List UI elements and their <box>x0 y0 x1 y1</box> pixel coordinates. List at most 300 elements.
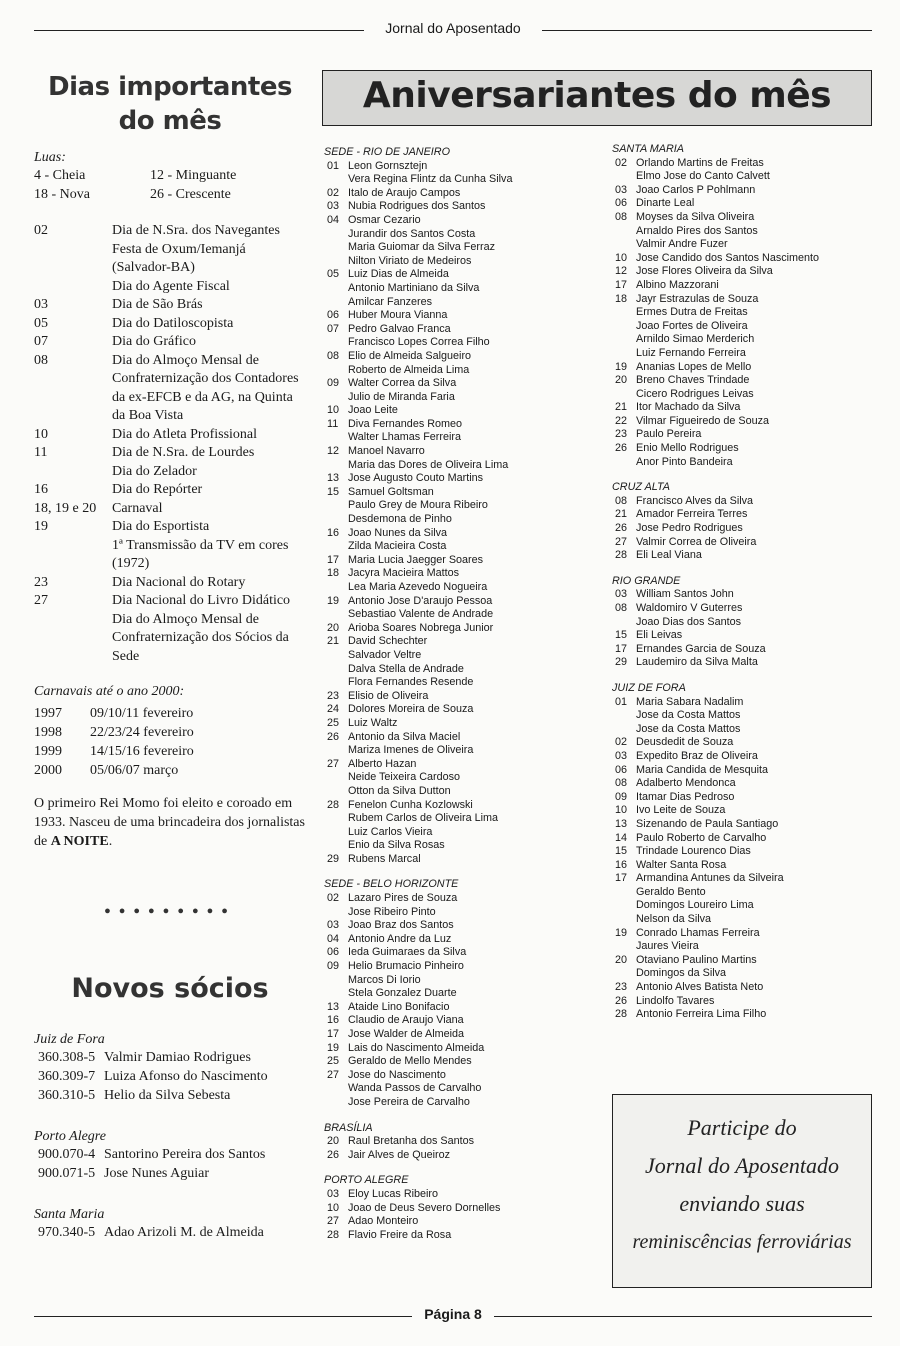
birthday-row <box>324 187 594 201</box>
birthday-row <box>612 1008 874 1022</box>
birthday-name: Luiz Waltz <box>348 716 398 729</box>
city-heading: JUIZ DE FORA <box>612 681 686 694</box>
birthday-name: Joao Nunes da Silva <box>348 526 448 539</box>
member-row <box>34 1067 306 1086</box>
birthday-day: 18 <box>615 292 628 305</box>
birthday-row <box>324 350 594 364</box>
day-date: 10 <box>34 426 48 442</box>
birthday-day <box>324 540 348 554</box>
birthday-row <box>612 306 874 320</box>
day-row <box>34 333 306 352</box>
birthday-row <box>324 960 594 974</box>
birthday-day <box>324 1082 348 1096</box>
birthday-name: Jose Pedro Rodrigues <box>636 522 743 535</box>
birthday-day <box>324 906 348 920</box>
day-date: 27 <box>34 593 48 608</box>
birthday-name: Amilcar Fanzeres <box>348 295 432 308</box>
birthday-row <box>612 508 874 522</box>
birthday-day: 01 <box>615 695 628 708</box>
birthday-row <box>324 987 594 1001</box>
birthday-row <box>612 629 874 643</box>
day-description: Dia de São Brás <box>112 297 203 312</box>
birthday-name: Ieda Guimaraes da Silva <box>348 946 467 959</box>
birthday-day <box>612 967 636 981</box>
birthday-day: 27 <box>615 535 628 548</box>
member-row <box>34 1223 306 1242</box>
birthday-name: Jose Candido dos Santos Nascimento <box>636 251 820 264</box>
birthday-day: 03 <box>327 200 340 213</box>
day-description: Dia Nacional do Rotary <box>112 574 246 590</box>
birthday-name: Wanda Passos de Carvalho <box>348 1082 482 1095</box>
birthday-name: Roberto de Almeida Lima <box>348 363 470 376</box>
birthday-day <box>324 839 348 853</box>
member-number: 360.308-5 <box>38 1050 96 1065</box>
birthday-day: 21 <box>615 508 628 521</box>
birthday-name: Orlando Martins de Freitas <box>636 156 764 169</box>
day-row <box>34 463 306 482</box>
birthday-day <box>324 649 348 663</box>
box-line: Participe do <box>687 1115 797 1140</box>
birthday-row <box>324 527 594 541</box>
birthday-row <box>612 536 874 550</box>
birthday-row <box>612 197 874 211</box>
birthday-name: Dalva Stella de Andrade <box>348 662 464 675</box>
novos-city-group <box>34 1207 306 1242</box>
birthday-name: Otton da Silva Dutton <box>348 784 451 797</box>
birthday-day: 23 <box>615 428 628 441</box>
birthday-row <box>612 347 874 361</box>
birthday-name: Antonio Andre da Luz <box>348 932 452 945</box>
birthday-row <box>324 1069 594 1083</box>
birthday-row <box>324 933 594 947</box>
birthday-name: Eli Leal Viana <box>636 549 702 562</box>
birthday-name: Jose Augusto Couto Martins <box>348 472 484 485</box>
birthday-row <box>324 268 594 282</box>
birthday-name: Breno Chaves Trindade <box>636 374 750 387</box>
birthday-day: 02 <box>615 156 628 169</box>
birthday-day: 21 <box>615 401 628 414</box>
birthday-row <box>324 581 594 595</box>
rei-end: . <box>108 834 113 849</box>
birthday-row <box>324 554 594 568</box>
birthday-name: Ermes Dutra de Freitas <box>636 306 748 319</box>
day-date <box>34 241 112 278</box>
birthday-row <box>324 214 594 228</box>
birthday-row <box>324 826 594 840</box>
birthday-row <box>612 211 874 225</box>
city-heading: SEDE - RIO DE JANEIRO <box>324 146 450 158</box>
birthday-name: Antonio Ferreira Lima Filho <box>636 1008 767 1021</box>
birthday-day: 03 <box>615 749 628 762</box>
birthday-name: Ataide Lino Bonifacio <box>348 1000 450 1013</box>
novos-city-name: Santa Maria <box>34 1207 105 1222</box>
birthday-day: 23 <box>327 689 340 702</box>
birthday-row <box>324 228 594 242</box>
birthday-name: David Schechter <box>348 635 428 648</box>
birthday-row <box>612 872 874 886</box>
title-line-2: do mês <box>118 106 222 136</box>
rei-text: O primeiro Rei Momo foi eleito e coroado em 1933. Nasceu de uma brincadeira dos jornalistas de <box>34 796 305 849</box>
birthday-day: 03 <box>615 588 628 601</box>
dot-separator: ●●●●●●●●● <box>104 905 236 917</box>
birthday-day: 02 <box>327 186 340 199</box>
birthday-row <box>324 799 594 813</box>
birthday-day: 17 <box>327 553 340 566</box>
birthday-day: 08 <box>615 210 628 223</box>
birthday-day: 07 <box>327 322 340 335</box>
birthday-row <box>324 377 594 391</box>
birthday-row <box>324 459 594 473</box>
birthday-day <box>612 456 636 470</box>
banner-title: Aniversariantes do mês <box>362 75 832 116</box>
birthday-day: 10 <box>615 251 628 264</box>
birthday-name: Antonio da Silva Maciel <box>348 730 461 743</box>
day-description: Dia de N.Sra. de Lourdes <box>112 445 255 460</box>
birthday-name: Mariza Imenes de Oliveira <box>348 744 474 757</box>
birthday-name: Geraldo Bento <box>636 885 706 898</box>
birthday-day <box>324 255 348 269</box>
birthday-row <box>324 839 594 853</box>
birthday-row <box>612 522 874 536</box>
birthday-name: Antonio Martiniano da Silva <box>348 281 480 294</box>
aniversariantes-banner <box>322 70 872 126</box>
birthday-row <box>612 981 874 995</box>
novos-city-group <box>34 1129 306 1183</box>
day-row <box>34 500 306 519</box>
birthday-name: Eli Leivas <box>636 629 683 642</box>
member-name: Luiza Afonso do Nascimento <box>104 1069 268 1084</box>
birthday-day: 17 <box>327 1028 340 1040</box>
novos-city-name: Juiz de Fora <box>34 1032 105 1047</box>
carnaval-year: 1999 <box>34 744 62 759</box>
birthday-name: Luiz Fernando Ferreira <box>636 346 746 359</box>
header-rule-left <box>34 30 364 31</box>
birthday-name: Domingos Loureiro Lima <box>636 899 754 912</box>
birthday-day <box>324 296 348 310</box>
birthday-day <box>612 347 636 361</box>
birthday-row <box>324 676 594 690</box>
birthday-day: 16 <box>615 858 628 871</box>
birthday-row <box>612 777 874 791</box>
birthday-name: Sebastiao Valente de Andrade <box>348 608 494 621</box>
day-description: Dia do Almoço Mensal de Confraternização dos Sócios da Sede <box>112 611 289 664</box>
birthday-day: 17 <box>615 642 628 655</box>
birthday-day: 03 <box>327 1187 340 1200</box>
birthday-day: 16 <box>327 526 340 539</box>
novos-city-group <box>34 1032 306 1105</box>
birthday-name: Conrado Lhamas Ferreira <box>636 926 760 939</box>
birthday-day: 13 <box>615 817 628 830</box>
birthday-day: 09 <box>615 790 628 803</box>
birthday-row <box>324 1215 594 1229</box>
birthday-name: Maria Sabara Nadalim <box>636 695 744 708</box>
birthday-name: Elmo Jose do Canto Calvett <box>636 170 770 183</box>
birthday-day: 11 <box>327 417 339 430</box>
city-heading: PORTO ALEGRE <box>324 1174 409 1187</box>
birthday-row <box>324 608 594 622</box>
birthday-name: Maria Lucia Jaegger Soares <box>348 553 484 566</box>
footer-rule-left <box>34 1316 412 1317</box>
birthday-name: Antonio Jose D'araujo Pessoa <box>348 594 493 607</box>
birthday-name: Joao Leite <box>348 404 398 417</box>
birthday-day: 03 <box>327 919 340 932</box>
lua-item: 12 - Minguante <box>150 168 237 183</box>
birthday-row <box>324 255 594 269</box>
birthday-day: 10 <box>615 804 628 817</box>
birthday-row <box>612 602 874 616</box>
birthday-name: Deusdedit de Souza <box>636 736 734 749</box>
birthday-row <box>324 241 594 255</box>
birthday-day <box>324 785 348 799</box>
novos-socios-title: Novos sócios <box>71 973 269 1004</box>
birthday-row <box>324 1229 594 1243</box>
day-date: 03 <box>34 297 48 312</box>
birthday-day: 10 <box>327 1201 340 1214</box>
birthday-row <box>324 486 594 500</box>
birthday-name: Lindolfo Tavares <box>636 994 715 1007</box>
birthday-day <box>612 238 636 252</box>
birthday-day: 26 <box>615 522 628 535</box>
birthday-row <box>612 415 874 429</box>
birthday-row <box>324 1028 594 1042</box>
city-heading: BRASÍLIA <box>324 1121 373 1134</box>
birthday-row <box>324 445 594 459</box>
birthday-row <box>324 1135 594 1149</box>
birthday-name: Alberto Hazan <box>348 757 417 770</box>
birthday-row <box>612 804 874 818</box>
member-name: Helio da Silva Sebesta <box>104 1088 231 1103</box>
left-column <box>34 70 306 1242</box>
carnaval-dates: 09/10/11 fevereiro <box>90 706 194 721</box>
birthday-row <box>612 886 874 900</box>
birthday-name: Nilton Viriato de Medeiros <box>348 254 472 267</box>
member-number: 900.071-5 <box>38 1166 96 1181</box>
birthday-day <box>324 826 348 840</box>
birthday-row <box>612 818 874 832</box>
birthday-day <box>324 663 348 677</box>
luas-label: Luas: <box>34 150 66 165</box>
birthday-name: Paulo Pereira <box>636 428 702 441</box>
birthday-name: Joao de Deus Severo Dornelles <box>348 1201 501 1214</box>
birthday-name: Dinarte Leal <box>636 197 695 210</box>
birthday-name: Adao Monteiro <box>348 1215 419 1228</box>
birthday-day: 20 <box>615 953 628 966</box>
city-heading: RIO GRANDE <box>612 574 681 587</box>
day-date: 08 <box>34 352 48 368</box>
day-date: 23 <box>34 574 48 590</box>
carnavais-list <box>34 704 306 780</box>
birthday-day: 08 <box>327 349 340 362</box>
box-line: Jornal do Aposentado <box>645 1153 839 1178</box>
birthday-row <box>612 428 874 442</box>
page-header <box>34 18 872 42</box>
birthday-name: Armandina Antunes da Silveira <box>636 872 784 885</box>
birthday-column-1 <box>324 146 594 1242</box>
birthday-name: Moyses da Silva Oliveira <box>636 210 755 223</box>
birthday-row <box>324 160 594 174</box>
birthday-row <box>612 184 874 198</box>
birthday-row <box>324 404 594 418</box>
day-date: 02 <box>34 223 48 238</box>
birthday-name: Elisio de Oliveira <box>348 689 429 702</box>
birthday-row <box>612 940 874 954</box>
birthday-row <box>612 361 874 375</box>
birthday-row <box>324 731 594 745</box>
novos-socios-list <box>34 1032 306 1242</box>
birthday-row <box>324 1149 594 1163</box>
birthday-row <box>612 549 874 563</box>
birthday-day: 21 <box>327 635 340 648</box>
birthday-name: Julio de Miranda Faria <box>348 390 455 403</box>
birthday-day <box>612 616 636 630</box>
day-date <box>34 463 112 482</box>
birthday-name: Manoel Navarro <box>348 445 425 458</box>
birthday-row <box>324 364 594 378</box>
day-row <box>34 296 306 315</box>
birthday-day: 02 <box>327 892 340 905</box>
birthday-name: Otaviano Paulino Martins <box>636 953 757 966</box>
birthday-row <box>324 635 594 649</box>
member-name: Santorino Pereira dos Santos <box>104 1147 266 1162</box>
birthday-name: Waldomiro V Guterres <box>636 602 743 614</box>
lua-item: 4 - Cheia <box>34 168 86 183</box>
birthday-name: Luiz Carlos Vieira <box>348 825 433 838</box>
birthday-day: 03 <box>615 183 628 196</box>
birthday-row <box>612 252 874 266</box>
birthday-name: Jose Walder de Almeida <box>348 1028 465 1040</box>
birthday-row <box>324 567 594 581</box>
birthday-day: 16 <box>327 1014 340 1027</box>
birthday-row <box>612 333 874 347</box>
birthday-name: Osmar Cezario <box>348 213 421 226</box>
birthday-name: Nelson da Silva <box>636 913 712 926</box>
birthday-name: Joao Carlos P Pohlmann <box>636 183 756 196</box>
day-row <box>34 611 306 667</box>
birthday-row <box>612 791 874 805</box>
birthday-day: 23 <box>615 981 628 994</box>
birthday-name: Stela Gonzalez Duarte <box>348 987 457 1000</box>
member-name: Valmir Damiao Rodrigues <box>104 1050 251 1065</box>
birthday-name: Albino Mazzorani <box>636 278 719 291</box>
birthday-day: 06 <box>615 197 628 210</box>
birthday-row <box>324 974 594 988</box>
birthday-name: Italo de Araujo Campos <box>348 186 461 199</box>
birthday-name: Vera Regina Flintz da Cunha Silva <box>348 173 513 186</box>
birthday-name: Maria Candida de Mesquita <box>636 763 769 776</box>
day-description: Dia do Zelador <box>112 463 197 479</box>
birthday-name: Domingos da Silva <box>636 967 727 980</box>
birthday-row <box>324 812 594 826</box>
member-number: 360.309-7 <box>38 1069 96 1084</box>
birthday-row <box>324 1202 594 1216</box>
birthday-day: 24 <box>327 703 340 716</box>
carnaval-year: 2000 <box>34 763 62 778</box>
birthday-row <box>612 696 874 710</box>
birthday-row <box>612 265 874 279</box>
birthday-name: Arnildo Simao Merderich <box>636 333 755 346</box>
birthday-name: Jurandir dos Santos Costa <box>348 227 476 240</box>
member-number: 970.340-5 <box>38 1225 96 1240</box>
birthday-day <box>324 336 348 350</box>
birthday-row <box>324 744 594 758</box>
birthday-row <box>612 913 874 927</box>
birthday-day: 12 <box>615 265 628 278</box>
birthday-day <box>612 886 636 900</box>
day-date <box>34 537 112 574</box>
day-row <box>34 537 306 574</box>
member-row <box>34 1164 306 1183</box>
birthday-row <box>612 736 874 750</box>
member-row <box>34 1145 306 1164</box>
day-date: 16 <box>34 482 48 497</box>
birthday-row <box>612 723 874 737</box>
days-list <box>34 222 306 666</box>
birthday-day: 01 <box>327 159 340 172</box>
birthday-day: 20 <box>615 374 628 387</box>
birthday-day: 15 <box>327 485 340 498</box>
birthday-column-2 <box>612 143 874 1022</box>
carnaval-dates: 14/15/16 fevereiro <box>90 744 194 759</box>
birthday-name: Adalberto Mendonca <box>636 777 736 790</box>
birthday-day: 05 <box>327 268 340 281</box>
page-footer <box>34 1306 872 1330</box>
birthday-day: 12 <box>327 445 340 458</box>
birthday-name: Samuel Goltsman <box>348 485 434 498</box>
birthday-day <box>324 282 348 296</box>
birthday-name: Paulo Grey de Moura Ribeiro <box>348 499 488 512</box>
birthday-name: Jose da Costa Mattos <box>636 722 741 735</box>
day-date <box>34 278 112 297</box>
carnaval-year: 1997 <box>34 706 62 721</box>
birthday-day: 26 <box>327 730 340 743</box>
birthday-row <box>612 320 874 334</box>
birthday-name: Arioba Soares Nobrega Junior <box>348 621 494 634</box>
day-row <box>34 592 306 611</box>
birthday-row <box>612 643 874 657</box>
city-heading: SANTA MARIA <box>612 143 684 155</box>
birthday-name: Huber Moura Vianna <box>348 309 448 322</box>
page-number: Página 8 <box>418 1306 488 1322</box>
birthday-name: Ivo Leite de Souza <box>636 804 726 817</box>
birthday-row <box>324 282 594 296</box>
box-line: enviando suas <box>679 1191 805 1216</box>
birthday-row <box>612 225 874 239</box>
birthday-row <box>612 293 874 307</box>
birthday-name: Ananias Lopes de Mello <box>636 360 752 373</box>
birthday-day: 19 <box>615 926 628 939</box>
a-noite-name: A NOITE <box>50 834 109 849</box>
carnaval-row <box>34 723 306 742</box>
birthday-row <box>324 499 594 513</box>
carnavais-label: Carnavais até o ano 2000: <box>34 684 185 699</box>
day-date: 19 <box>34 519 48 534</box>
birthday-name: Francisco Lopes Correa Filho <box>348 336 490 349</box>
birthday-name: Flavio Freire da Rosa <box>348 1228 452 1241</box>
birthday-row <box>612 279 874 293</box>
day-row <box>34 481 306 500</box>
day-description: Dia do Almoço Mensal de Confraternização dos Contadores da ex-EFCB e da AG, na Quinta da Boa Vista <box>112 352 299 423</box>
birthday-day: 26 <box>615 442 628 455</box>
birthday-name: Enio Mello Rodrigues <box>636 442 739 455</box>
birthday-name: Zilda Macieira Costa <box>348 540 447 553</box>
birthday-day <box>612 170 636 184</box>
birthday-day: 08 <box>615 494 628 507</box>
member-number: 360.310-5 <box>38 1088 96 1103</box>
birthday-row <box>324 391 594 405</box>
birthday-row <box>612 401 874 415</box>
birthday-name: Joao Braz dos Santos <box>348 919 454 932</box>
birthday-day: 19 <box>327 1041 340 1054</box>
